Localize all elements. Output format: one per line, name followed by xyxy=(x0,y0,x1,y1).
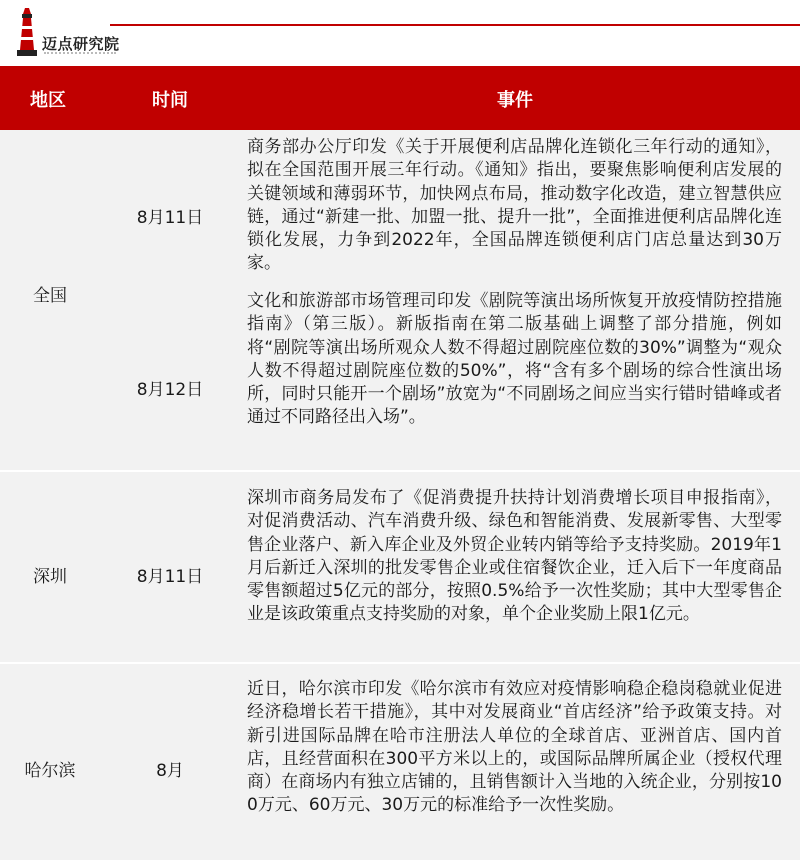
table-row xyxy=(0,130,800,470)
event-cell: 近日，哈尔滨市印发《哈尔滨市有效应对疫情影响稳企稳岗稳就业促进经济稳增长若干措施》，其中对发展商业“首店经济”给予政策支持。对新引进国际品牌在哈市注册法人单位的全球首店、亚洲首店、国内首店，且经营面积在300平方米以上的，或国际品牌所属企业（授权代理商）在商场内有独立店铺的，且销售额计入当地的入统企业，分别按100万元、60万元、30万元的标准给予一次性奖励。 xyxy=(247,679,782,816)
page-header xyxy=(0,0,800,66)
table-row xyxy=(0,664,800,860)
event-cell: 深圳市商务局发布了《促消费提升扶持计划消费增长项目申报指南》，对促消费活动、汽车消费升级、绿色和智能消费、发展新零售、大型零售企业落户、新入库企业及外贸企业转内销等给予支持奖励。2019年1月后新迁入深圳的批发零售企业或住宿餐饮企业，迁入后下一年度商品零售额超过5亿元的部分，按照0.5%给予一次性奖励；其中大型零售企业是该政策重点支持奖励的对象，单个企业奖励上限1亿元。 xyxy=(247,488,782,625)
header-time: 时间 xyxy=(152,90,188,111)
table-row xyxy=(0,472,800,662)
region-cell: 深圳 xyxy=(33,567,67,587)
header-region: 地区 xyxy=(30,90,66,111)
region-cell: 全国 xyxy=(33,286,67,306)
brand-underline xyxy=(44,52,116,57)
region-cell: 哈尔滨 xyxy=(24,761,76,781)
date-cell: 8月12日 xyxy=(136,380,204,400)
table-header-row xyxy=(0,66,800,130)
lighthouse-icon xyxy=(14,6,40,58)
date-cell: 8月11日 xyxy=(136,567,204,587)
brand-logo xyxy=(14,6,124,60)
brand-name: 迈点研究院 xyxy=(42,35,120,53)
header-event: 事件 xyxy=(497,90,533,111)
date-cell: 8月 xyxy=(156,761,184,781)
header-rule xyxy=(110,24,800,26)
event-cell: 商务部办公厅印发《关于开展便利店品牌化连锁化三年行动的通知》，拟在全国范围开展三年行动。《通知》指出，要聚焦影响便利店发展的关键领域和薄弱环节，加快网点布局，推动数字化改造，建立智慧供应链，通过“新建一批、加盟一批、提升一批”，全面推进便利店品牌化连锁化发展，力争到2022年，全国品牌连锁便利店门店总量达到30万家。 xyxy=(247,137,782,274)
date-cell: 8月11日 xyxy=(136,208,204,228)
event-cell: 文化和旅游部市场管理司印发《剧院等演出场所恢复开放疫情防控措施指南》（第三版）。新版指南在第二版基础上调整了部分措施，例如将“剧院等演出场所观众人数不得超过剧院座位数的30%”调整为“观众人数不得超过剧院座位数的50%”，将“含有多个剧场的综合性演出场所，同时只能开一个剧场”放宽为“不同剧场之间应当实行错时错峰或者通过不同路径出入场”。 xyxy=(247,291,782,428)
